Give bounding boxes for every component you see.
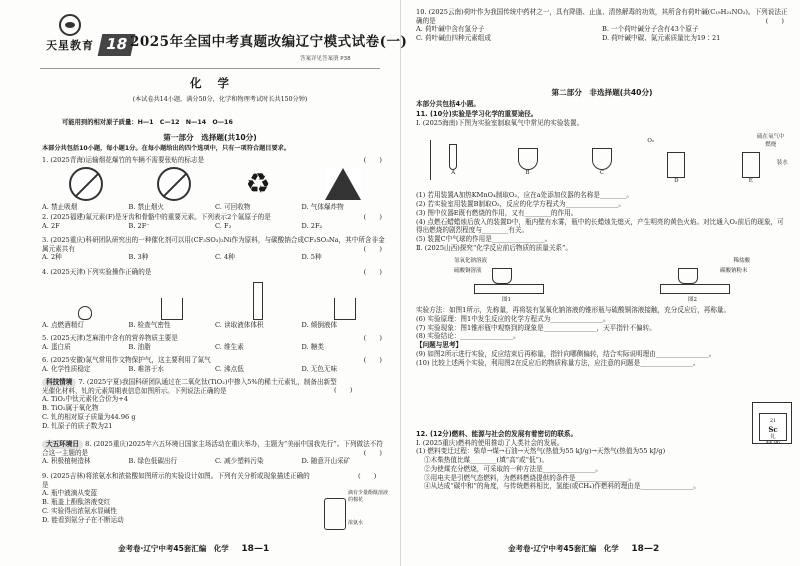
sign-images [42, 167, 388, 201]
balance-icon [660, 284, 730, 294]
apparatus-d [647, 134, 705, 188]
answer-bracket: ( ) [363, 268, 382, 276]
option-d: D. 随意开山采矿 [301, 457, 351, 466]
left-footer [118, 544, 269, 556]
pouring-icon [334, 298, 356, 320]
question-stem: 12. (12分)燃料、能源与社会的发展有着密切的联系。 [416, 430, 578, 438]
sub-section-title: Ⅰ. (2025重庆)燃料的使用推动了人类社会的发展。 [416, 438, 564, 447]
part2-note: 本部分共包括4小题。 [416, 100, 480, 108]
option-b: B. 禁止烟火 [128, 202, 164, 211]
answer-line: (7) 实验现象：图1锥形瓶中观察到的现象是________________，天平指针不偏转。 [416, 323, 656, 332]
question-6 [42, 356, 388, 373]
ammonia-experiment-figure [318, 486, 390, 534]
question-stem [42, 378, 342, 395]
logo-text: 天星教育 [46, 39, 94, 52]
question-stem: 1. (2025青海)运输烟花爆竹的车辆不需要张贴的标志是 [42, 156, 205, 164]
apparatus-label: D [674, 178, 679, 185]
figure-label: 稀盐酸 [733, 258, 750, 265]
option-d: D. 倾倒液体 [301, 320, 338, 329]
title-divider [40, 68, 380, 69]
answer-bracket: ( ) [363, 356, 382, 364]
option-a: A. 瓶中液滴从变蓝 [42, 489, 98, 498]
answer-bracket: ( ) [358, 472, 377, 480]
option-d: D. 钆原子的质子数为21 [42, 421, 113, 430]
option-d: D. 荷叶碱中碳、氮元素质量比为19∶21 [602, 34, 721, 43]
question-11 [416, 110, 788, 367]
atomic-masses: 可能用到的相对原子质量：H—1 C—12 N—14 O—16 [62, 119, 233, 126]
answer-line: ④从达成“碳中和”的角度，与传统燃料相比，氢能(或CH₄)作燃料的理由是________________。 [424, 482, 700, 491]
graduated-cylinder-icon [253, 282, 263, 320]
part1-note: 本部分共包括10小题，每小题1分。在每小题给出的四个选项中，只有一项符合题目要求。 [42, 145, 291, 152]
apparatus-note: 硫在氧气中燃烧 [756, 134, 785, 148]
option-b: B. 油脂 [128, 342, 151, 351]
answer-line: (4) 点燃石蜡蜡烛后放入的装置D中，瓶内壁有水雾，瓶中的长蜡烛先熄灭，产生明亮的黄色火焰。对比通入O₂前后的现象，可得出燃烧的剧烈程度与________有关。 [416, 217, 784, 235]
option-b: B. 瓶盖上酚酞溶液变红 [42, 498, 111, 507]
bottle-icon [324, 498, 346, 530]
column-divider [400, 0, 401, 566]
question-2 [42, 213, 388, 230]
question-stem-text: 8. (2025重庆)2025年六五环境日国家主场活动在重庆举办，主题为“美丽中国我先行”。下列做法不符合这一主题的是 [42, 440, 383, 457]
option-a: A. 2种 [42, 253, 62, 262]
answer-line: ②为使煤充分燃烧，可采取的一种方法是________________。 [424, 464, 603, 473]
thinking-title: 【问题与思考】 [416, 341, 463, 350]
atomic-number: 21 [769, 418, 777, 424]
question-stem: 10. (2025云南)荷叶作为我国传统中药材之一，具有降脂、止血、清热解毒的功效，其所含有荷叶碱(C₁₉H₂₁NO₂)。下列说法正确的是 [416, 8, 788, 25]
option-a: A. 化学性质稳定 [42, 364, 91, 373]
answer-line: (8) 实验结论：________________。 [416, 332, 520, 341]
apparatus-note: 装水 [776, 160, 788, 167]
figure-1 [454, 258, 564, 304]
question-stem: 11. (10分)实验是学习化学的重要途径。 [416, 110, 538, 118]
part2-title: 第二部分 非选择题(共40分) [551, 88, 653, 97]
element-name: 钆 [770, 433, 776, 440]
part1-title: 第一部分 选择题(共10分) [163, 133, 257, 142]
apparatus-label: A [451, 170, 456, 177]
question-stem: 9. (2025吉林)将浓氨水和浓盐酸如图所示的实验设计如图。下列有关分析或现象描述正确的是 [42, 472, 310, 489]
option-b: B. TiO₂属于氧化物 [42, 404, 99, 413]
apparatus-note: O₂ [647, 138, 655, 145]
question-9 [42, 472, 312, 524]
answer-line: 实验方法：如图1所示，先称量，再将装有氢氧化钠溶液的锥形瓶与硫酸铜溶液接触，充分反应后，再称量。 [416, 306, 731, 315]
answer-bracket: ( ) [334, 386, 353, 394]
recycle-icon: ♻ [245, 166, 271, 200]
no-fire-icon [157, 167, 191, 201]
option-c: C. 维生素 [215, 342, 244, 351]
answer-line: (10) 比较上述两个实验，利用图2在反应后的物质称量方法，应注意的问题是________________。 [416, 358, 700, 367]
publisher-logo [42, 14, 98, 70]
question-stem: 6. (2025安徽)氮气常用作文物保护气，这主要利用了氮气 [42, 356, 211, 364]
question-8 [42, 440, 388, 466]
apparatus-b [499, 134, 557, 188]
option-b: B. 难溶于水 [128, 364, 164, 373]
option-d: D. 能看到氨分子在不断运动 [42, 515, 124, 524]
answer-bracket: ( ) [363, 213, 382, 221]
answer-line: (9) 如图2所示进行实验，反应结束后再称量，指针向哪侧偏转，结合实际说明理由________________。 [416, 349, 716, 358]
gas-bottle-icon [742, 152, 760, 178]
sub-section-title: Ⅱ. (2025山西)探究“化学反应前后物质的质量关系”。 [416, 243, 573, 252]
option-b: B. 2F⁻ [128, 221, 150, 230]
answer-bracket: ( ) [363, 245, 382, 253]
option-c: C. 减少塑料污染 [215, 457, 264, 466]
balance-figures [416, 254, 788, 304]
apparatus-a [424, 134, 482, 188]
question-stem: 3. (2025重庆)科研团队研究出的一种催化剂可以用(CF₃SO₃)₂Ni作为原料，与碳酸钠合成CF₃SO₃Na，其中所含非金属元素共有 [42, 236, 385, 253]
balance-icon [474, 284, 544, 294]
option-d: D. 5种 [301, 253, 322, 262]
answer-bracket: ( ) [765, 17, 784, 25]
question-12 [416, 430, 788, 491]
option-d: D. 2F₂ [301, 221, 323, 230]
option-b: B. 绿色低碳出行 [128, 457, 178, 466]
answer-line: (1) 若用装置A加热KMnO₄制取O₂，应在a处添加仪器的名称是________。 [416, 191, 633, 200]
option-a: A. 蛋白质 [42, 342, 71, 351]
answer-bracket: ( ) [363, 334, 382, 342]
context-tag: 大五环境日 [42, 440, 83, 449]
figure-label: 硫酸铜溶液 [454, 268, 482, 275]
apparatus-c [573, 134, 631, 188]
answer-line: (5) 装置C中气球的作用是________________。 [416, 234, 552, 243]
page-number: 18—2 [631, 544, 660, 555]
option-c: C. 4种 [215, 253, 235, 262]
option-c: C. 沸点低 [215, 364, 244, 373]
element-symbol: Sc [768, 424, 778, 434]
option-b: B. 一个荷叶碱分子含有43个原子 [602, 25, 699, 34]
question-7 [42, 378, 342, 430]
answer-line: (6) 实验原理：图1中发生反应的化学方程式为________________。 [416, 315, 610, 324]
beaker-icon [161, 298, 183, 320]
question-4 [42, 268, 388, 329]
logo-icon [59, 14, 81, 36]
question-1 [42, 156, 388, 211]
option-d: D. 糖类 [301, 342, 324, 351]
answer-bracket: ( ) [363, 156, 382, 164]
test-tube-icon [449, 144, 457, 170]
apparatus-figure [416, 130, 788, 188]
option-a: A. 积极植树造林 [42, 457, 91, 466]
option-c: C. 可回收物 [215, 202, 251, 211]
option-c: C. F₂ [215, 221, 232, 230]
explosive-warning-icon [325, 168, 361, 200]
exam-title: 2025年全国中考真题改编辽宁模式试卷(一) [130, 34, 408, 50]
right-footer [508, 544, 659, 556]
subject-title: 化 学 [190, 76, 236, 90]
answer-line: ③用电夫是引燃气态燃料，为燃料燃烧提供的条件是________________。 [424, 473, 635, 482]
answer-line: (2) 若实验室用装置B制取O₂，反应的化学方程式为________________。 [416, 200, 625, 209]
context-tag: 科技情境 [42, 378, 76, 387]
question-stem-text: 7. (2025宁夏)我国科研团队通过在二氧化钛(TiO₂)中掺入5%的稀土元素钆，制备出新型光催化材料，钆的元素周期表信息如图所示。下列说法正确的是 [42, 378, 337, 395]
exam-instructions: (本试卷共14小题，满分50分，化学和物理考试时长共150分钟) [132, 96, 308, 103]
apparatus-label: E [748, 178, 753, 185]
apparatus-label: B [525, 170, 530, 177]
option-a: A. 禁止吸烟 [42, 202, 78, 211]
option-c: C. 钆的相对原子质量为44.96 g [42, 412, 136, 421]
answer-line: (1) 燃料变迁过程：柴草→煤→石油→天然气(热值为55 kJ/g)→天然气(热值为55 kJ/g) [416, 447, 666, 456]
figure-caption: 图1 [502, 297, 511, 304]
option-b: B. 3种 [128, 253, 149, 262]
answer-line: (3) 图中仪器E既有燃烧的作用，又有________的作用。 [416, 208, 578, 217]
question-stem: 5. (2025天津)芝麻油中含有的营养物质主要是 [42, 334, 178, 342]
paper-number-badge: 18 [98, 34, 136, 56]
option-d: D. 无色无味 [301, 364, 338, 373]
gas-bottle-icon [667, 152, 685, 178]
option-a: A. 荷叶碱中含有氢分子 [416, 25, 485, 34]
figure-caption: 图2 [688, 297, 697, 304]
page-number: 18—1 [241, 544, 270, 555]
option-c: C. 实验得出浓氨水显碱性 [42, 506, 117, 515]
figure-label: 碳酸钠粉末 [720, 268, 748, 275]
option-a: A. 点燃酒精灯 [42, 320, 84, 329]
figure-label: 滴有少量酚酞溶液的棉花 [348, 490, 389, 503]
option-c: C. 读取液体体积 [215, 320, 264, 329]
apparatus-e [722, 134, 788, 188]
footer-text: 金考卷·辽宁中考45套汇编 化学 [118, 544, 229, 554]
question-stem: 2. (2025福建)氟元素(F)是牙齿和骨骼中的重要元素。下列表示2个氟原子的是 [42, 213, 271, 221]
flask-icon [492, 268, 512, 284]
question-stem [42, 440, 388, 457]
answer-reference: 答案详见答案册 P38 [300, 56, 351, 62]
atomic-mass: 44.96 [765, 440, 781, 447]
figure-2 [640, 258, 750, 304]
question-3 [42, 236, 388, 262]
option-c: C. 荷叶碱由四种元素组成 [416, 34, 491, 43]
alcohol-lamp-icon [78, 306, 92, 320]
sub-section-title: Ⅰ. (2025海南)下图为实验室制取氧气中常见的实验装置。 [416, 118, 584, 127]
question-5 [42, 334, 388, 351]
beaker-icon [678, 268, 698, 284]
figure-label: 浓氨水 [348, 520, 364, 526]
flask-icon [592, 148, 612, 170]
answer-line: ①木柴热值比煤________(填“高”或“低”)。 [424, 456, 549, 465]
footer-text: 金考卷·辽宁中考45套汇编 化学 [508, 544, 619, 554]
answer-bracket: ( ) [363, 449, 382, 457]
apparatus-label: C [599, 170, 605, 177]
option-a: A. 2F [42, 221, 60, 230]
option-a: A. TiO₂中钛元素化合价为+4 [42, 395, 128, 404]
flask-icon [518, 148, 538, 170]
option-b: B. 检查气密性 [128, 320, 171, 329]
lab-operation-images [42, 278, 388, 320]
question-10 [416, 8, 788, 43]
option-d: D. 气体爆炸物 [301, 202, 344, 211]
figure-label: 氢氧化钠溶液 [454, 258, 488, 265]
no-smoking-icon [69, 167, 103, 201]
question-stem: 4. (2025天津)下列实验操作正确的是 [42, 268, 152, 276]
